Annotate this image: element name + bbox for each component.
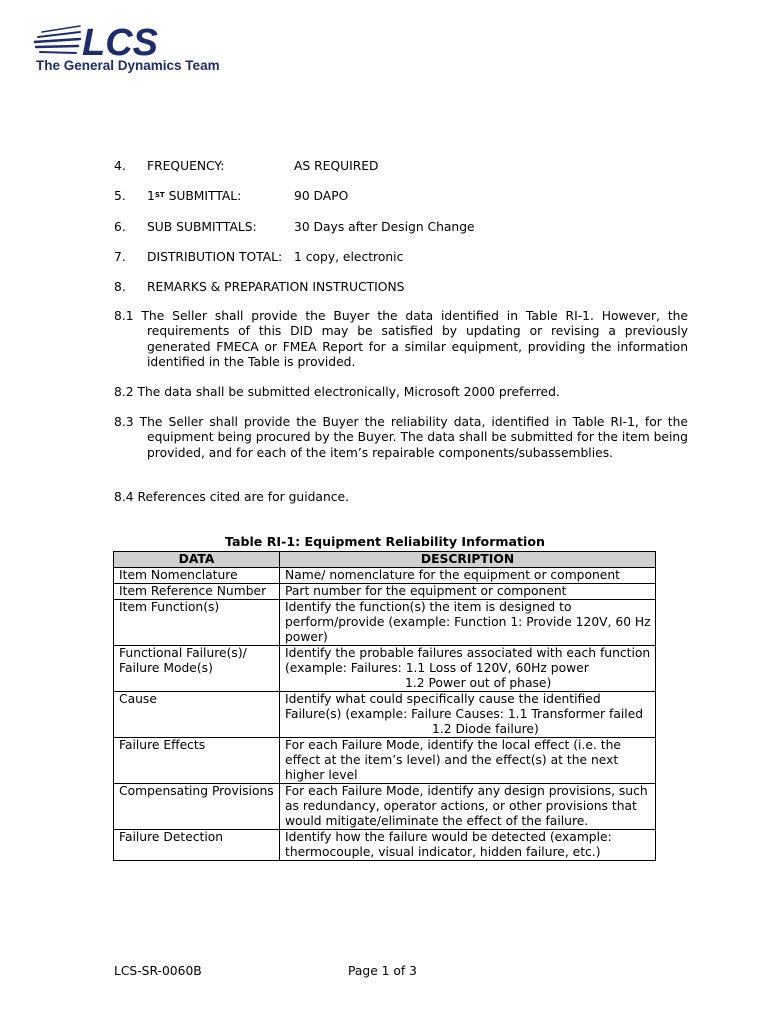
column-header-data: DATA xyxy=(114,552,280,568)
description-continuation: 1.2 Diode failure) xyxy=(432,722,539,736)
description-cell: For each Failure Mode, identify any design provisions, such as redundancy, operator actions, or other provisions that would mitigate/eliminate the effect of the failure. xyxy=(280,784,656,830)
data-cell: Functional Failure(s)/ Failure Mode(s) xyxy=(114,646,280,692)
data-cell: Failure Detection xyxy=(114,830,280,861)
field-label: DISTRIBUTION TOTAL: xyxy=(147,250,283,264)
table-header-row xyxy=(114,552,656,568)
field-label: SUB SUBMITTALS: xyxy=(147,220,257,234)
table-row xyxy=(114,784,656,830)
logo-text: LCS xyxy=(82,22,158,60)
table-row xyxy=(114,738,656,784)
data-cell: Item Reference Number xyxy=(114,584,280,600)
paragraph-8-1: 8.1 The Seller shall provide the Buyer the data identified in Table RI-1. However, the requirements of this DID may be satisfied by updating or revising a previously generated FMECA or FMEA Report for a similar equipment, providing the information identified in the Table is provided. xyxy=(114,309,688,369)
field-number: 6. xyxy=(114,220,126,234)
data-cell: Item Nomenclature xyxy=(114,568,280,584)
table-row xyxy=(114,646,656,692)
table-row xyxy=(114,568,656,584)
data-cell: Item Function(s) xyxy=(114,600,280,646)
description-cell: Identify the function(s) the item is designed to perform/provide (example: Function 1: Provide 120V, 60 Hz power) xyxy=(280,600,656,646)
footer-page-number: Page 1 of 3 xyxy=(348,964,417,978)
logo-tagline: The General Dynamics Team xyxy=(36,58,220,73)
data-cell: Failure Effects xyxy=(114,738,280,784)
description-cell: For each Failure Mode, identify the local effect (i.e. the effect at the item’s level) and the effect(s) at the next higher level xyxy=(280,738,656,784)
field-label: FREQUENCY: xyxy=(147,159,225,173)
field-value: 90 DAPO xyxy=(294,189,349,203)
field-value: AS REQUIRED xyxy=(294,159,379,173)
column-header-description: DESCRIPTION xyxy=(280,552,656,568)
reliability-table xyxy=(113,551,656,861)
description-cell xyxy=(280,646,656,692)
field-label: 1ST SUBMITTAL: xyxy=(147,189,242,203)
field-number: 4. xyxy=(114,159,126,173)
description-text: Identify the probable failures associated with each function (example: Failures: 1.1 Loss of 120V, 60Hz power xyxy=(285,646,651,675)
paragraph-8-2: 8.2 The data shall be submitted electronically, Microsoft 2000 preferred. xyxy=(114,385,560,399)
description-cell: Identify how the failure would be detected (example: thermocouple, visual indicator, hidden failure, etc.) xyxy=(280,830,656,861)
table-row xyxy=(114,600,656,646)
data-cell: Compensating Provisions xyxy=(114,784,280,830)
company-logo xyxy=(34,20,234,80)
table-row xyxy=(114,692,656,738)
paragraph-8-3: 8.3 The Seller shall provide the Buyer the reliability data, identified in Table RI-1, for the equipment being procured by the Buyer. The data shall be submitted for the item being provided, and for each of the item’s repairable components/subassemblies. xyxy=(114,415,688,460)
description-cell: Name/ nomenclature for the equipment or component xyxy=(280,568,656,584)
table-title: Table RI-1: Equipment Reliability Information xyxy=(225,534,545,549)
table-row xyxy=(114,830,656,861)
description-cell xyxy=(280,692,656,738)
description-cell: Part number for the equipment or component xyxy=(280,584,656,600)
description-text: Identify what could specifically cause the identified Failure(s) (example: Failure Causes: 1.1 Transformer failed xyxy=(285,692,644,721)
field-number: 5. xyxy=(114,189,126,203)
description-continuation: 1.2 Power out of phase) xyxy=(405,676,552,690)
field-value: 1 copy, electronic xyxy=(294,250,404,264)
field-number: 8. xyxy=(114,280,126,294)
logo-speed-lines-icon xyxy=(34,20,234,60)
field-number: 7. xyxy=(114,250,126,264)
footer-doc-id: LCS-SR-0060B xyxy=(114,964,202,978)
data-cell: Cause xyxy=(114,692,280,738)
field-label: REMARKS & PREPARATION INSTRUCTIONS xyxy=(147,280,405,294)
paragraph-8-4: 8.4 References cited are for guidance. xyxy=(114,490,349,504)
field-value: 30 Days after Design Change xyxy=(294,220,475,234)
table-row xyxy=(114,584,656,600)
